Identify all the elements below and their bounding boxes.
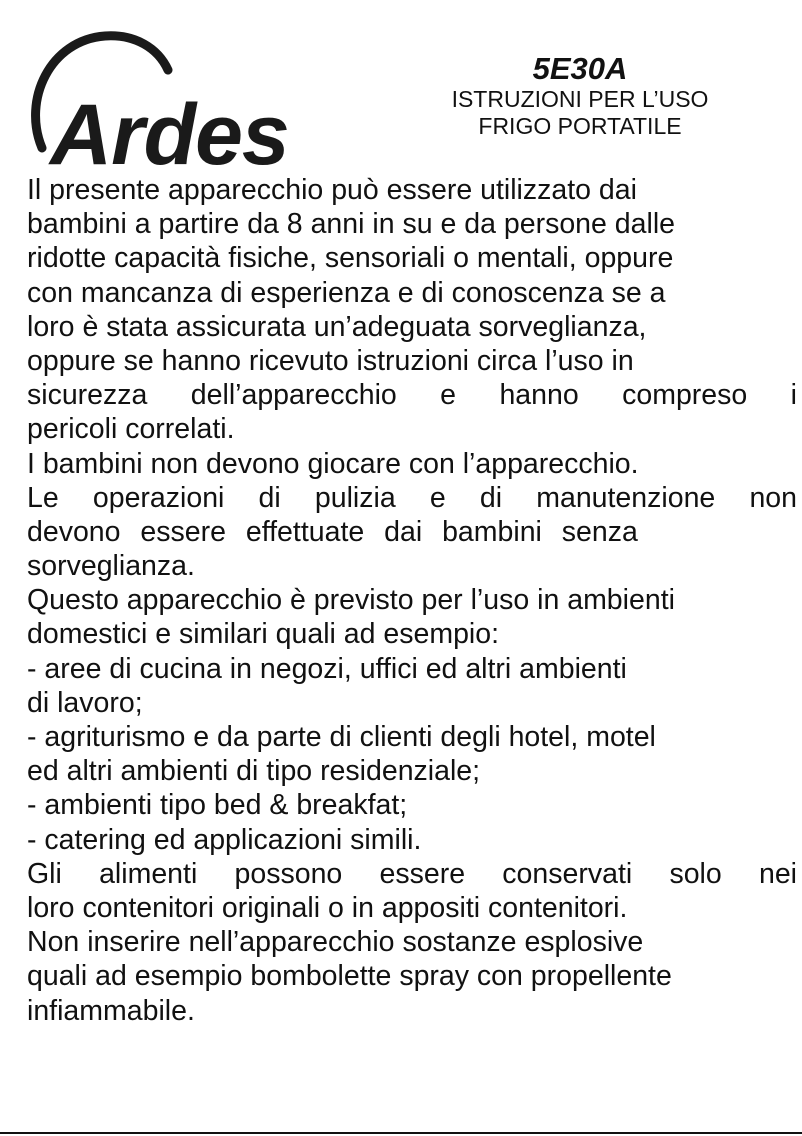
text-line: infiammabile. — [27, 994, 195, 1027]
text-line: oppure se hanno ricevuto istruzioni circa l’uso in — [27, 344, 634, 377]
text-line: - agriturismo e da parte di clienti degli hotel, motel — [27, 721, 656, 753]
text-line: con mancanza di esperienza e di conoscenza se a — [27, 276, 666, 309]
text-line: pericoli correlati. — [27, 413, 235, 446]
text-line: - aree di cucina in negozi, uffici ed altri ambienti — [27, 652, 627, 685]
header-title-line-1: ISTRUZIONI PER L’USO — [451, 86, 709, 112]
text-line: ridotte capacità fisiche, sensoriali o mentali, oppure — [27, 242, 674, 275]
text-line: - catering ed applicazioni simili. — [27, 823, 422, 856]
text-line: Il presente apparecchio può essere utilizzato dai — [27, 174, 637, 206]
text-line: ed altri ambienti di tipo residenziale; — [27, 755, 481, 788]
ardes-logo — [30, 30, 350, 183]
text-line: di lavoro; — [27, 686, 143, 719]
text-line: loro contenitori originali o in appositi contenitori. — [27, 891, 628, 924]
text-line: sorveglianza. — [27, 550, 195, 583]
safety-instructions — [27, 173, 802, 1028]
text-line: Questo apparecchio è previsto per l’uso in ambienti — [27, 584, 675, 617]
document-header — [430, 52, 730, 140]
text-line: I bambini non devono giocare con l’apparecchio. — [27, 447, 639, 480]
text-line: sicurezza dell’apparecchio e hanno compreso i — [27, 379, 797, 412]
text-line: Gli alimenti possono essere conservati solo nei — [27, 857, 797, 890]
text-line: devono essere effettuate dai bambini senza — [27, 515, 638, 548]
header-title-line-2: FRIGO PORTATILE — [478, 113, 682, 139]
model-number: 5E30A — [532, 51, 628, 86]
text-line: quali ad esempio bombolette spray con propellente — [27, 960, 672, 993]
logo-wordmark: Ardes — [50, 87, 289, 183]
text-line: Non inserire nell’apparecchio sostanze esplosive — [27, 926, 644, 959]
text-line: Le operazioni di pulizia e di manutenzione non — [27, 481, 797, 514]
text-line: domestici e similari quali ad esempio: — [27, 618, 500, 651]
text-line: bambini a partire da 8 anni in su e da persone dalle — [27, 208, 676, 241]
text-line: - ambienti tipo bed & breakfat; — [27, 789, 408, 822]
text-line: loro è stata assicurata un’adeguata sorveglianza, — [27, 310, 647, 343]
bottom-divider — [0, 1132, 802, 1134]
